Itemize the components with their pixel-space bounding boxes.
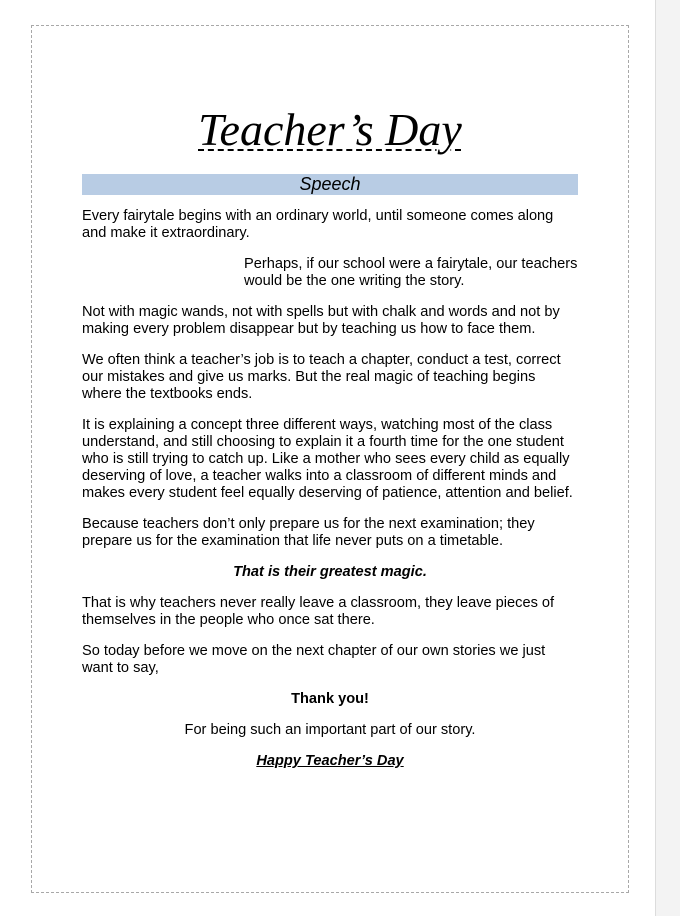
paragraph-greatest-magic[interactable]: That is their greatest magic.	[233, 564, 427, 580]
document-body[interactable]	[82, 208, 578, 784]
paragraph-teacher-job[interactable]: We often think a teacher’s job is to teach a chapter, conduct a test, correct our mistakes and give us marks. But the real magic of teaching begins where the textbooks ends.	[82, 352, 561, 402]
vertical-scrollbar[interactable]	[655, 0, 680, 916]
paragraph-intro[interactable]: Every fairytale begins with an ordinary world, until someone comes along and make it extraordinary.	[82, 208, 554, 241]
paragraph-magic-wands[interactable]: Not with magic wands, not with spells but with chalk and words and not by making every problem disappear but by teaching us how to face them.	[82, 304, 560, 337]
document-subtitle[interactable]: Speech	[82, 174, 578, 195]
title-container	[82, 104, 578, 156]
document-title[interactable]: Teacher’s Day	[198, 104, 462, 155]
paragraph-happy-teachers-day[interactable]: Happy Teacher’s Day	[256, 753, 404, 769]
paragraph-thank-you[interactable]: Thank you!	[291, 691, 369, 707]
paragraph-examination[interactable]: Because teachers don’t only prepare us for the next examination; they prepare us for the examination that life never puts on a timetable.	[82, 516, 535, 549]
paragraph-fairytale[interactable]: Perhaps, if our school were a fairytale, our teachers would be the one writing the story.	[244, 256, 578, 289]
paragraph-explaining[interactable]: It is explaining a concept three different ways, watching most of the class understand, and still choosing to explain it a fourth time for the one student who is still trying to catch up. Like a mother who sees every child as equally deserving of love, a teacher walks into a classroom of different minds and makes every student feel equally deserving of patience, attention and belief.	[82, 417, 573, 501]
paragraph-today[interactable]: So today before we move on the next chapter of our own stories we just want to say,	[82, 643, 546, 676]
paragraph-important-part[interactable]: For being such an important part of our story.	[184, 722, 476, 738]
paragraph-classroom[interactable]: That is why teachers never really leave a classroom, they leave pieces of themselves in the people who once sat there.	[82, 595, 555, 628]
